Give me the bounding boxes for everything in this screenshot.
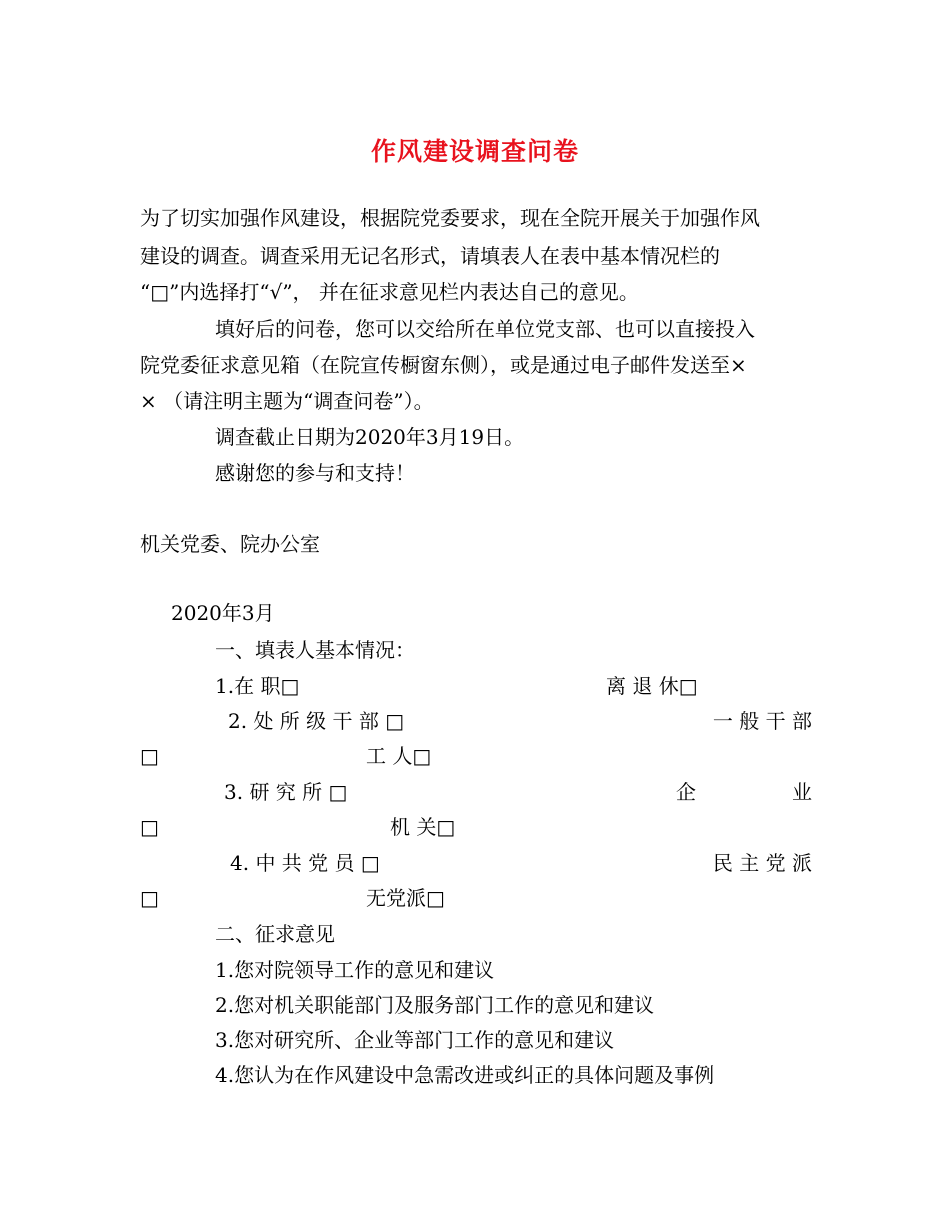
q3-option-enterprise-label-1: 企 bbox=[676, 780, 696, 804]
q2-option-division-cadre[interactable]: 2. 处 所 级 干 部 □ bbox=[228, 709, 405, 733]
q3-option-organ[interactable]: 机 关□ bbox=[390, 815, 456, 839]
q1-option-retired[interactable]: 离 退 休□ bbox=[606, 674, 698, 698]
q2-row bbox=[140, 709, 812, 733]
intro-line-2: 建设的调查。调查采用无记名形式，请填表人在表中基本情况栏的 bbox=[140, 244, 720, 268]
q4-option-democratic-party-checkbox[interactable]: □ bbox=[140, 886, 159, 910]
q2-row-cont bbox=[140, 744, 812, 768]
section1-heading: 一、填表人基本情况： bbox=[215, 638, 415, 662]
q4-option-democratic-party-label: 民 主 党 派 bbox=[712, 851, 812, 875]
q2-option-worker[interactable]: 工 人□ bbox=[366, 744, 432, 768]
thanks-text: 感谢您的参与和支持！ bbox=[215, 461, 415, 485]
q3-row bbox=[140, 780, 812, 804]
q2-option-general-cadre-label: 一 般 干 部 bbox=[712, 709, 812, 733]
q4-option-cpc-member[interactable]: 4. 中 共 党 员 □ bbox=[230, 851, 380, 875]
q3-row-cont bbox=[140, 815, 812, 839]
q3-option-enterprise-checkbox[interactable]: □ bbox=[140, 815, 159, 839]
submission-line-2: 院党委征求意见箱（在院宣传橱窗东侧），或是通过电子邮件发送至× bbox=[140, 353, 747, 377]
q2-option-general-cadre-checkbox[interactable]: □ bbox=[140, 744, 159, 768]
opinion-item-3: 3.您对研究所、企业等部门工作的意见和建议 bbox=[215, 1028, 615, 1052]
submission-line-1: 填好后的问卷，您可以交给所在单位党支部、也可以直接投入 bbox=[215, 317, 755, 341]
q3-option-enterprise-label-2: 业 bbox=[792, 780, 812, 804]
issue-date: 2020年3月 bbox=[171, 601, 275, 625]
opinion-item-2: 2.您对机关职能部门及服务部门工作的意见和建议 bbox=[215, 993, 655, 1017]
q4-row bbox=[140, 851, 812, 875]
q4-row-cont bbox=[140, 886, 812, 910]
q1-row bbox=[140, 674, 812, 698]
q1-option-serving[interactable]: 1.在 职□ bbox=[215, 674, 300, 698]
q4-option-no-party[interactable]: 无党派□ bbox=[366, 886, 445, 910]
opinion-item-1: 1.您对院领导工作的意见和建议 bbox=[215, 958, 495, 982]
opinion-item-4: 4.您认为在作风建设中急需改进或纠正的具体问题及事例 bbox=[215, 1063, 715, 1087]
section2-heading: 二、征求意见 bbox=[215, 922, 335, 946]
q3-option-institute[interactable]: 3. 研 究 所 □ bbox=[224, 780, 348, 804]
deadline-text: 调查截止日期为2020年3月19日。 bbox=[215, 425, 525, 449]
submission-line-3: × （请注明主题为“调查问卷”）。 bbox=[140, 389, 434, 413]
page-title: 作风建设调查问卷 bbox=[370, 137, 579, 166]
intro-line-3: “□”内选择打“√”， 并在征求意见栏内表达自己的意见。 bbox=[140, 280, 639, 304]
intro-line-1: 为了切实加强作风建设，根据院党委要求，现在全院开展关于加强作风 bbox=[140, 206, 760, 230]
issuer-text: 机关党委、院办公室 bbox=[140, 532, 320, 556]
